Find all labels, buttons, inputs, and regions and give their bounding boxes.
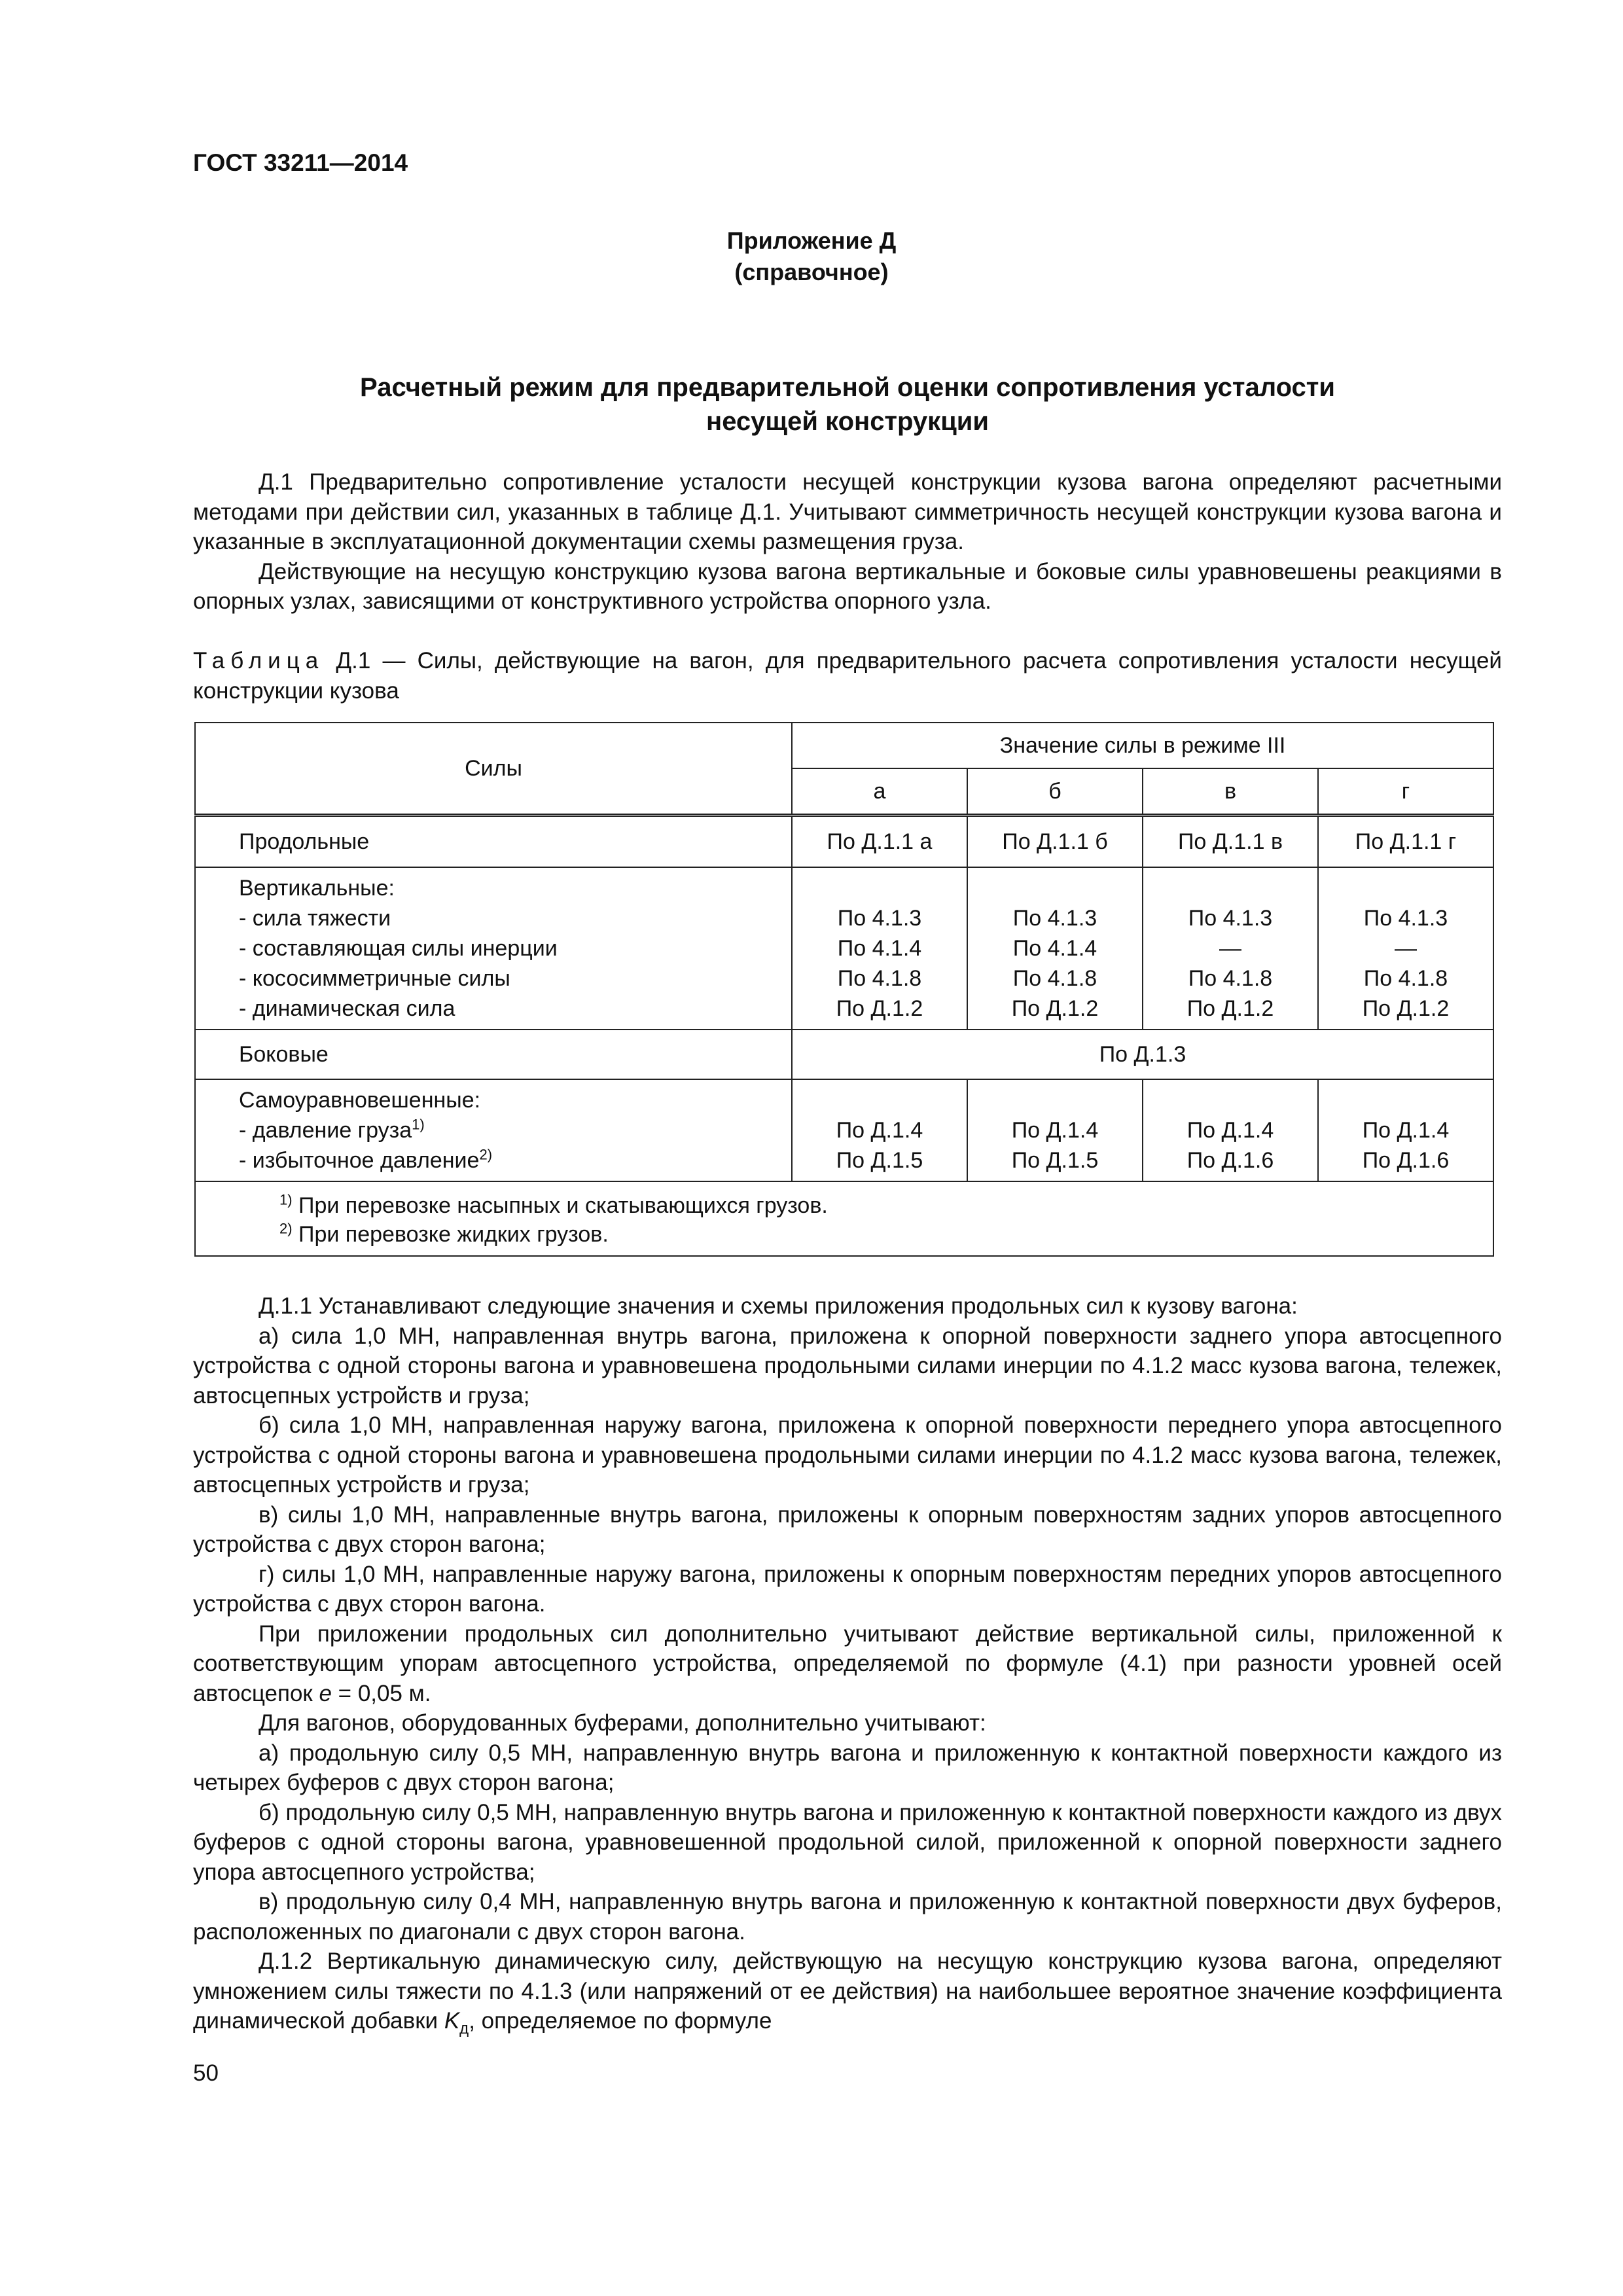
footnote-mark: 1)	[279, 1191, 293, 1208]
column-header-mode-b: б	[967, 768, 1143, 816]
row-item: - составляющая силы инерции	[239, 936, 558, 961]
table-row-longitudinal	[195, 816, 1493, 868]
row-label-longitudinal: Продольные	[195, 816, 792, 868]
cell-line: По Д.1.2	[1011, 996, 1099, 1021]
paragraph: а) сила 1,0 МН, направленная внутрь вагона, приложена к опорной поверхности заднего упора автосцепного устройства с одной стороны вагона и уравновешена продольными силами инерции по 4.1.2 масс кузова вагона, тележек, автосцепных устройств и груза;	[193, 1323, 1502, 1408]
column-header-forces: Силы	[195, 723, 792, 816]
cell-line: По Д.1.4	[836, 1118, 923, 1143]
row-item	[239, 1145, 791, 1175]
footnote-text: При перевозке насыпных и скатывающихся грузов.	[292, 1193, 828, 1218]
cell-line: По 4.1.8	[837, 966, 922, 991]
cell-line: По 4.1.3	[837, 906, 922, 931]
column-header-mode-v: в	[1143, 768, 1318, 816]
formula-subscript: д	[459, 2020, 469, 2037]
footnote-mark: 2)	[279, 1220, 293, 1237]
table-caption-label: Таблица	[193, 648, 325, 673]
cell-line: По Д.1.6	[1186, 1148, 1274, 1173]
paragraph: в) силы 1,0 МН, направленные внутрь вагона, приложены к опорным поверхностям задних упоров автосцепного устройства с двух сторон вагона;	[193, 1501, 1502, 1557]
cell-line: По Д.1.4	[1362, 1118, 1450, 1143]
table-cell-merged: По Д.1.3	[792, 1030, 1493, 1079]
cell-line: По Д.1.4	[1011, 1118, 1099, 1143]
paragraph: Для вагонов, оборудованных буферами, дополнительно учитывают:	[259, 1710, 986, 1736]
table-cell	[967, 867, 1143, 1030]
paragraph: б) продольную силу 0,5 МН, направленную внутрь вагона и приложенную к контактной поверхности каждого из двух буферов с одной стороны вагона, уравновешенной продольной силой, приложенной к опорной поверхности заднего упора автосцепного устройства;	[193, 1799, 1502, 1885]
cell-line: По Д.1.2	[1186, 996, 1274, 1021]
row-item-text: - избыточное давление	[239, 1148, 480, 1173]
table-cell	[1318, 867, 1493, 1030]
section-title-line-2: несущей конструкции	[706, 407, 989, 436]
row-label-self-balanced	[195, 1079, 792, 1181]
row-item-text: - давление груза	[239, 1118, 412, 1143]
table-cell: По Д.1.1 а	[792, 816, 967, 868]
appendix-title: Приложение Д	[726, 227, 897, 254]
intro-paragraph-2: Действующие на несущую конструкцию кузова вагона вертикальные и боковые силы уравновешены реакциями в опорных узлах, зависящими от конструктивного устройства опорного узла.	[193, 558, 1502, 614]
footnote-mark: 1)	[412, 1116, 425, 1133]
row-title-vertical: Вертикальные:	[239, 876, 395, 901]
cell-line: По 4.1.3	[1012, 906, 1097, 931]
row-item	[239, 1115, 791, 1145]
appendix-type: (справочное)	[734, 259, 889, 285]
table-cell	[1143, 867, 1318, 1030]
cell-line: По Д.1.6	[1362, 1148, 1450, 1173]
table-header-row	[195, 723, 1493, 768]
table-cell	[967, 1079, 1143, 1181]
table-cell: По Д.1.1 в	[1143, 816, 1318, 868]
row-item: - сила тяжести	[239, 906, 391, 931]
section-title-line-1: Расчетный режим для предварительной оценки сопротивления усталости	[360, 373, 1335, 402]
paragraph: а) продольную силу 0,5 МН, направленную внутрь вагона и приложенную к контактной поверхности каждого из четырех буферов с двух сторон вагона;	[193, 1740, 1502, 1795]
row-label-vertical	[195, 867, 792, 1030]
paragraph-text: Д.1.2 Вертикальную динамическую силу, действующую на несущую конструкцию кузова вагона, определяют умножением силы тяжести по 4.1.3 (или напряжений от ее действия) на наибольшее вероятное значение коэффициента динамической добавки	[193, 1948, 1502, 2034]
section-title	[193, 370, 1502, 439]
table-row-vertical	[195, 867, 1493, 1030]
table-cell	[792, 867, 967, 1030]
paragraph: в) продольную силу 0,4 МН, направленную внутрь вагона и приложенную к контактной поверхности двух буферов, расположенных по диагонали с двух сторон вагона.	[193, 1889, 1502, 1945]
paragraph: Д.1.1 Устанавливают следующие значения и схемы приложения продольных сил к кузову вагона:	[259, 1293, 1298, 1319]
cell-line: По 4.1.3	[1188, 906, 1273, 931]
paragraph-text: , определяемое по формуле	[469, 2008, 772, 2034]
cell-line: По Д.1.5	[1011, 1148, 1099, 1173]
row-item: - динамическая сила	[239, 996, 455, 1021]
paragraph: г) силы 1,0 МН, направленные наружу вагона, приложены к опорным поверхностям передних упоров автосцепного устройства с двух сторон вагона.	[193, 1561, 1502, 1617]
cell-line: По Д.1.4	[1186, 1118, 1274, 1143]
paragraph-text: = 0,05 м.	[331, 1680, 431, 1706]
table-footnotes	[195, 1181, 1493, 1256]
paragraph	[193, 1946, 1502, 2036]
paragraph-text: При приложении продольных сил дополнительно учитывают действие вертикальной силы, приложенной к соответствующим упорам автосцепного устройства, определяемой по формуле (4.1) при разности уровней осей автосцепок	[193, 1621, 1502, 1706]
cell-line: По 4.1.4	[1012, 936, 1097, 961]
cell-line: —	[1395, 936, 1417, 961]
table-cell: По Д.1.1 б	[967, 816, 1143, 868]
table-cell	[1143, 1079, 1318, 1181]
footnote-2	[279, 1220, 1493, 1249]
cell-line: По 4.1.8	[1188, 966, 1273, 991]
cell-line: По 4.1.8	[1363, 966, 1448, 991]
paragraph	[193, 1619, 1502, 1709]
column-header-mode-g: г	[1318, 768, 1493, 816]
cell-line: По Д.1.2	[1362, 996, 1450, 1021]
table-row-lateral	[195, 1030, 1493, 1079]
row-title-self-balanced: Самоуравновешенные:	[239, 1088, 481, 1113]
page-number: 50	[193, 2060, 219, 2086]
footnote-1	[279, 1191, 1493, 1220]
column-header-mode-group: Значение силы в режиме III	[792, 723, 1493, 768]
intro-text	[193, 467, 1502, 617]
body-text	[193, 1291, 1502, 2036]
column-header-mode-a: а	[792, 768, 967, 816]
table-row-notes	[195, 1181, 1493, 1256]
formula-variable: e	[319, 1680, 332, 1706]
footnote-text: При перевозке жидких грузов.	[292, 1222, 609, 1247]
table-row-self-balanced	[195, 1079, 1493, 1181]
paragraph: б) сила 1,0 МН, направленная наружу вагона, приложена к опорной поверхности переднего упора автосцепного устройства с одной стороны вагона и уравновешена продольными силами инерции по 4.1.2 масс кузова вагона, тележек, автосцепных устройств и груза;	[193, 1412, 1502, 1498]
formula-variable: K	[444, 2008, 460, 2034]
row-label-lateral: Боковые	[195, 1030, 792, 1079]
cell-line: По Д.1.2	[836, 996, 923, 1021]
table-cell: По Д.1.1 г	[1318, 816, 1493, 868]
cell-line: По 4.1.4	[837, 936, 922, 961]
cell-line: По Д.1.5	[836, 1148, 923, 1173]
cell-line: По 4.1.8	[1012, 966, 1097, 991]
cell-line: —	[1219, 936, 1241, 961]
table-cell	[1318, 1079, 1493, 1181]
cell-line: По 4.1.3	[1363, 906, 1448, 931]
table-caption	[193, 646, 1502, 706]
appendix-heading	[0, 225, 1623, 288]
row-item: - кососимметричные силы	[239, 966, 510, 991]
forces-table	[194, 722, 1494, 1257]
document-code: ГОСТ 33211—2014	[193, 149, 408, 176]
intro-paragraph-1: Д.1 Предварительно сопротивление усталости несущей конструкции кузова вагона определяют расчетными методами при действии сил, указанных в таблице Д.1. Учитывают симметричность несущей конструкции кузова вагона и указанные в эксплуатационной документации схемы размещения груза.	[193, 469, 1502, 554]
table-caption-text: Д.1 — Силы, действующие на вагон, для предварительного расчета сопротивления усталости несущей конструкции кузова	[193, 648, 1502, 704]
footnote-mark: 2)	[479, 1146, 493, 1163]
table-cell	[792, 1079, 967, 1181]
